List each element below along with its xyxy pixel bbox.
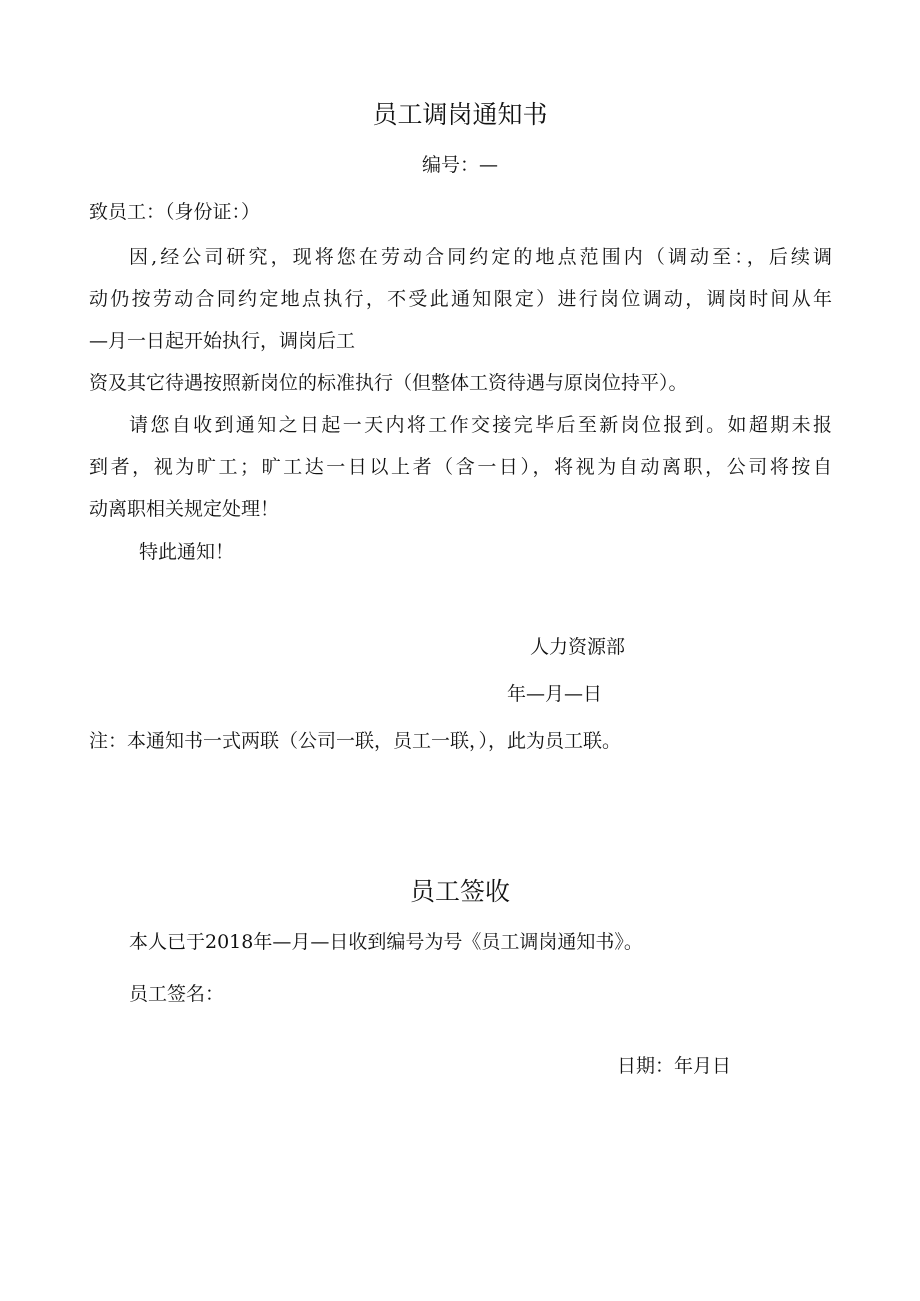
receipt-title: 员工签收 xyxy=(409,877,510,906)
paragraph1-line2: 动仍按劳动合同约定地点执行，不受此通知限定）进行岗位调动，调岗时间从年 xyxy=(89,288,832,310)
receipt-date-label: 日期：年月日 xyxy=(617,1055,732,1077)
paragraph1-line4: 资及其它待遇按照新岗位的标准执行（但整体工资待遇与原岗位持平）。 xyxy=(89,372,688,394)
paragraph1-line1: 因,经公司研究，现将您在劳动合同约定的地点范围内（调动至：，后续调 xyxy=(129,246,832,268)
closing-text: 特此通知！ xyxy=(139,541,235,563)
footnote: 注：本通知书一式两联（公司一联，员工一联，），此为员工联。 xyxy=(89,730,622,752)
receipt-statement: 本人已于2018年—月—日收到编号为号《员工调岗通知书》。 xyxy=(129,931,643,953)
paragraph1-line3: —月一日起开始执行，调岗后工 xyxy=(89,330,356,352)
signature-label: 员工签名： xyxy=(129,983,225,1005)
notice-title: 员工调岗通知书 xyxy=(372,100,548,129)
notice-number: 编号：— xyxy=(421,154,498,176)
issuer-department: 人力资源部 xyxy=(530,636,626,658)
recipient-line: 致员工：（身份证：） xyxy=(89,201,261,223)
paragraph2-line3: 动离职相关规定处理！ xyxy=(89,498,280,520)
issue-date: 年—月—日 xyxy=(507,683,603,705)
paragraph2-line2: 到者，视为旷工；旷工达一日以上者（含一日），将视为自动离职，公司将按自 xyxy=(89,456,832,478)
paragraph2-line1: 请您自收到通知之日起一天内将工作交接完毕后至新岗位报到。如超期未报 xyxy=(129,414,832,436)
